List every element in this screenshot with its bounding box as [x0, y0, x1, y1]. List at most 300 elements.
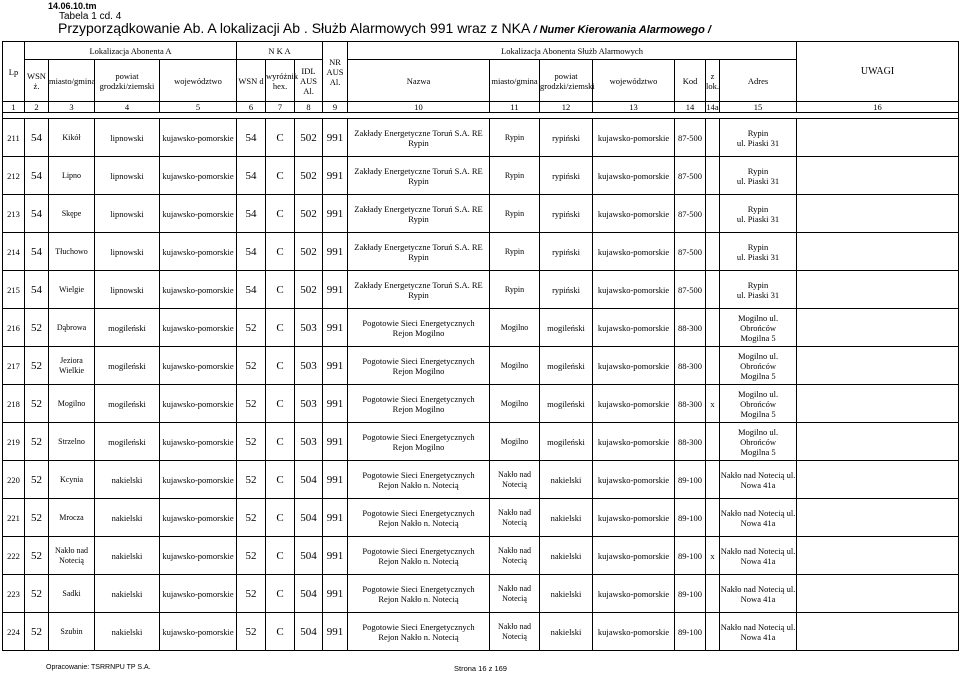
- cell-adres: [720, 385, 797, 423]
- document-date: 14.06.10.tm: [48, 1, 97, 11]
- cell-miasto-sluzb: Nakło nad Notecią: [490, 499, 540, 537]
- col-nazwa: Nazwa: [348, 60, 490, 102]
- col-kod: Kod: [675, 60, 706, 102]
- cell-kod: 88-300: [675, 347, 706, 385]
- cell-wojewodztwo: kujawsko-pomorskie: [160, 537, 237, 575]
- cell-powiat-sluzb: nakielski: [540, 537, 593, 575]
- cell-nazwa-line: Rejon Nakło n. Notecią: [378, 631, 459, 642]
- cell-nr-aus: 991: [323, 157, 348, 195]
- cell-adres-line: Nakło nad Notecią ul.: [720, 545, 796, 556]
- cell-wyroznik: C: [266, 347, 295, 385]
- cell-miasto: Nakło nad Notecią: [49, 537, 95, 575]
- cell-powiat: lipnowski: [95, 195, 160, 233]
- col-wyroznik: wyróżnik hex.: [266, 60, 295, 102]
- cell-wsn-d: 52: [237, 499, 266, 537]
- cell-idl: 502: [295, 195, 323, 233]
- cell-wojewodztwo-sluzb: kujawsko-pomorskie: [593, 271, 675, 309]
- column-number: 11: [490, 102, 540, 113]
- cell-wsn-z: 52: [25, 575, 49, 613]
- col-wsn-d: WSN d: [237, 60, 266, 102]
- cell-kod: 89-100: [675, 613, 706, 651]
- cell-powiat-sluzb: mogileński: [540, 385, 593, 423]
- cell-wojewodztwo-sluzb: kujawsko-pomorskie: [593, 461, 675, 499]
- cell-kod: 89-100: [675, 461, 706, 499]
- cell-idl: 502: [295, 119, 323, 157]
- cell-adres: [720, 309, 797, 347]
- cell-wojewodztwo: kujawsko-pomorskie: [160, 195, 237, 233]
- cell-kod: 87-500: [675, 119, 706, 157]
- cell-nazwa-line: Rejon Mogilno: [392, 403, 445, 414]
- cell-miasto-sluzb: Nakło nad Notecią: [490, 575, 540, 613]
- cell-nazwa: [348, 347, 490, 385]
- cell-adres-line: Mogilna 5: [740, 370, 776, 381]
- cell-wsn-z: 52: [25, 309, 49, 347]
- cell-wsn-d: 52: [237, 385, 266, 423]
- col-miasto-s: miasto/gmina: [490, 60, 540, 102]
- cell-wojewodztwo: kujawsko-pomorskie: [160, 347, 237, 385]
- cell-wojewodztwo-sluzb: kujawsko-pomorskie: [593, 157, 675, 195]
- cell-wojewodztwo: kujawsko-pomorskie: [160, 575, 237, 613]
- cell-nr-aus: 991: [323, 195, 348, 233]
- cell-miasto-sluzb: Rypin: [490, 119, 540, 157]
- cell-zlok: [706, 157, 720, 195]
- cell-adres: [720, 537, 797, 575]
- column-number: 9: [323, 102, 348, 113]
- cell-nazwa-line: Rejon Nakło n. Notecią: [378, 479, 459, 490]
- cell-adres: [720, 613, 797, 651]
- table-row: [3, 499, 959, 537]
- cell-adres-line: Mogilna 5: [740, 408, 776, 419]
- cell-nazwa-line: Rejon Mogilno: [392, 327, 445, 338]
- column-number: 4: [95, 102, 160, 113]
- cell-nazwa-line: Pogotowie Sieci Energetycznych: [362, 469, 475, 480]
- cell-wsn-d: 54: [237, 195, 266, 233]
- cell-adres-line: Mogilna 5: [740, 446, 776, 457]
- cell-wsn-z: 54: [25, 195, 49, 233]
- cell-adres: [720, 347, 797, 385]
- cell-idl: 504: [295, 461, 323, 499]
- column-number: 13: [593, 102, 675, 113]
- cell-wojewodztwo: kujawsko-pomorskie: [160, 385, 237, 423]
- cell-adres: [720, 119, 797, 157]
- cell-nazwa: [348, 499, 490, 537]
- cell-miasto: Tłuchowo: [49, 233, 95, 271]
- cell-lp: 218: [3, 385, 25, 423]
- cell-powiat: nakielski: [95, 499, 160, 537]
- cell-lp: 213: [3, 195, 25, 233]
- table-row: [3, 309, 959, 347]
- cell-wojewodztwo-sluzb: kujawsko-pomorskie: [593, 537, 675, 575]
- cell-nazwa-line: Pogotowie Sieci Energetycznych: [362, 317, 475, 328]
- cell-uwagi: [797, 575, 959, 613]
- cell-nazwa-line: Rypin: [408, 175, 429, 186]
- cell-nazwa: [348, 575, 490, 613]
- table-row: [3, 613, 959, 651]
- col-miasto-a: miasto/gmina: [49, 60, 95, 102]
- cell-wyroznik: C: [266, 423, 295, 461]
- cell-miasto: Strzelno: [49, 423, 95, 461]
- cell-adres-line: Mogilno ul. Obrońców: [737, 426, 779, 447]
- cell-miasto: Sadki: [49, 575, 95, 613]
- cell-wsn-d: 52: [237, 309, 266, 347]
- cell-nazwa-line: Pogotowie Sieci Energetycznych: [362, 621, 475, 632]
- cell-miasto: Jeziora Wielkie: [49, 347, 95, 385]
- cell-adres-line: Nakło nad Notecią ul.: [720, 507, 796, 518]
- cell-uwagi: [797, 347, 959, 385]
- group-abonent-sluzb: Lokalizacja Abonenta Służb Alarmowych: [348, 42, 797, 60]
- page-title: [58, 20, 711, 36]
- cell-wsn-z: 54: [25, 119, 49, 157]
- cell-kod: 87-500: [675, 195, 706, 233]
- cell-powiat-sluzb: nakielski: [540, 499, 593, 537]
- col-wsn-z: WSN ż.: [25, 60, 49, 102]
- cell-nazwa-line: Rejon Nakło n. Notecią: [378, 555, 459, 566]
- col-powiat-s: powiat grodzki/ziemski: [540, 60, 593, 102]
- cell-zlok: x: [706, 537, 720, 575]
- cell-nazwa: [348, 385, 490, 423]
- cell-adres: [720, 195, 797, 233]
- cell-powiat: mogileński: [95, 385, 160, 423]
- cell-idl: 504: [295, 575, 323, 613]
- cell-nazwa: [348, 271, 490, 309]
- cell-lp: 211: [3, 119, 25, 157]
- cell-wsn-z: 54: [25, 271, 49, 309]
- cell-wsn-z: 52: [25, 385, 49, 423]
- cell-idl: 503: [295, 423, 323, 461]
- table-row: [3, 461, 959, 499]
- cell-wsn-z: 52: [25, 613, 49, 651]
- cell-wojewodztwo-sluzb: kujawsko-pomorskie: [593, 499, 675, 537]
- cell-uwagi: [797, 499, 959, 537]
- column-number: 14a: [706, 102, 719, 112]
- cell-powiat-sluzb: rypiński: [540, 195, 593, 233]
- title-main: Przyporządkowanie Ab. A lokalizacji Ab . Służb Alarmowych 991 wraz z NKA: [58, 20, 534, 36]
- cell-uwagi: [797, 233, 959, 271]
- cell-adres-line: Rypin: [747, 279, 769, 290]
- cell-powiat-sluzb: nakielski: [540, 461, 593, 499]
- cell-adres-line: Rypin: [747, 241, 769, 252]
- cell-nazwa-line: Rejon Mogilno: [392, 365, 445, 376]
- column-number: 14: [675, 102, 706, 113]
- column-number: 16: [797, 102, 959, 113]
- cell-zlok: [706, 347, 720, 385]
- col-idl: IDL AUS Al.: [295, 60, 323, 102]
- cell-nr-aus: 991: [323, 613, 348, 651]
- cell-miasto: Kikół: [49, 119, 95, 157]
- cell-wsn-z: 52: [25, 537, 49, 575]
- cell-uwagi: [797, 423, 959, 461]
- col-powiat-a: powiat grodzki/ziemski: [95, 60, 160, 102]
- cell-nazwa: [348, 119, 490, 157]
- cell-nazwa-line: Zakłady Energetyczne Toruń S.A. RE: [354, 203, 483, 214]
- cell-powiat: lipnowski: [95, 119, 160, 157]
- cell-wsn-d: 52: [237, 461, 266, 499]
- column-number: 12: [540, 102, 593, 113]
- cell-uwagi: [797, 309, 959, 347]
- cell-wsn-d: 54: [237, 157, 266, 195]
- cell-wyroznik: C: [266, 271, 295, 309]
- cell-miasto-sluzb: Rypin: [490, 195, 540, 233]
- cell-miasto: Mrocza: [49, 499, 95, 537]
- cell-nazwa: [348, 309, 490, 347]
- column-number: 2: [25, 102, 49, 113]
- cell-adres-line: Nowa 41a: [740, 479, 776, 490]
- cell-nr-aus: 991: [323, 575, 348, 613]
- group-nka: N K A: [237, 42, 323, 60]
- cell-kod: 89-100: [675, 537, 706, 575]
- cell-idl: 504: [295, 537, 323, 575]
- cell-wojewodztwo-sluzb: kujawsko-pomorskie: [593, 309, 675, 347]
- cell-powiat-sluzb: rypiński: [540, 119, 593, 157]
- cell-adres-line: Mogilno ul. Obrońców: [737, 350, 779, 371]
- cell-adres-line: Mogilno ul. Obrońców: [737, 388, 779, 409]
- cell-adres: [720, 271, 797, 309]
- col-nr-aus: NR AUS Al.: [323, 42, 348, 102]
- cell-wyroznik: C: [266, 537, 295, 575]
- cell-powiat-sluzb: mogileński: [540, 309, 593, 347]
- cell-uwagi: [797, 271, 959, 309]
- cell-adres-line: ul. Piaski 31: [736, 289, 780, 300]
- cell-wojewodztwo: kujawsko-pomorskie: [160, 499, 237, 537]
- cell-adres: [720, 575, 797, 613]
- cell-wsn-z: 52: [25, 423, 49, 461]
- cell-nazwa-line: Pogotowie Sieci Energetycznych: [362, 545, 475, 556]
- table-row: [3, 157, 959, 195]
- column-number-row: [3, 102, 959, 113]
- cell-wsn-d: 52: [237, 423, 266, 461]
- cell-miasto: Wielgie: [49, 271, 95, 309]
- cell-wojewodztwo-sluzb: kujawsko-pomorskie: [593, 613, 675, 651]
- table-row: [3, 233, 959, 271]
- cell-powiat: nakielski: [95, 461, 160, 499]
- cell-nr-aus: 991: [323, 385, 348, 423]
- cell-kod: 88-300: [675, 385, 706, 423]
- cell-zlok: x: [706, 385, 720, 423]
- col-lp: Lp: [3, 42, 25, 102]
- cell-nazwa-line: Rejon Mogilno: [392, 441, 445, 452]
- cell-wojewodztwo: kujawsko-pomorskie: [160, 271, 237, 309]
- cell-adres-line: Nakło nad Notecią ul.: [720, 469, 796, 480]
- cell-nazwa-line: Pogotowie Sieci Energetycznych: [362, 393, 475, 404]
- cell-miasto-sluzb: Nakło nad Notecią: [490, 537, 540, 575]
- column-number: 1: [3, 102, 25, 113]
- cell-nazwa: [348, 613, 490, 651]
- cell-nazwa-line: Zakłady Energetyczne Toruń S.A. RE: [354, 279, 483, 290]
- cell-wyroznik: C: [266, 309, 295, 347]
- cell-wojewodztwo: kujawsko-pomorskie: [160, 613, 237, 651]
- cell-powiat-sluzb: mogileński: [540, 347, 593, 385]
- cell-adres-line: Nowa 41a: [740, 555, 776, 566]
- cell-miasto: Skępe: [49, 195, 95, 233]
- cell-idl: 502: [295, 157, 323, 195]
- cell-powiat-sluzb: rypiński: [540, 233, 593, 271]
- cell-zlok: [706, 575, 720, 613]
- cell-idl: 504: [295, 499, 323, 537]
- table-row: [3, 423, 959, 461]
- cell-lp: 223: [3, 575, 25, 613]
- cell-wyroznik: C: [266, 385, 295, 423]
- cell-nazwa-line: Rypin: [408, 251, 429, 262]
- cell-miasto-sluzb: Mogilno: [490, 423, 540, 461]
- cell-nazwa: [348, 423, 490, 461]
- col-zlok: z lok.: [706, 60, 720, 102]
- cell-zlok: [706, 271, 720, 309]
- cell-wsn-d: 52: [237, 575, 266, 613]
- cell-wsn-z: 52: [25, 347, 49, 385]
- cell-nr-aus: 991: [323, 347, 348, 385]
- cell-wsn-z: 54: [25, 157, 49, 195]
- cell-nazwa-line: Pogotowie Sieci Energetycznych: [362, 431, 475, 442]
- table-body: [3, 119, 959, 651]
- cell-lp: 221: [3, 499, 25, 537]
- cell-powiat-sluzb: rypiński: [540, 157, 593, 195]
- table-row: [3, 575, 959, 613]
- cell-wojewodztwo: kujawsko-pomorskie: [160, 461, 237, 499]
- cell-kod: 88-300: [675, 309, 706, 347]
- cell-kod: 88-300: [675, 423, 706, 461]
- cell-idl: 502: [295, 233, 323, 271]
- cell-lp: 219: [3, 423, 25, 461]
- cell-wojewodztwo-sluzb: kujawsko-pomorskie: [593, 347, 675, 385]
- cell-idl: 502: [295, 271, 323, 309]
- column-number: 5: [160, 102, 237, 113]
- cell-wojewodztwo-sluzb: kujawsko-pomorskie: [593, 575, 675, 613]
- cell-adres-line: Rypin: [747, 165, 769, 176]
- col-uwagi: UWAGI: [797, 42, 959, 102]
- col-adres: Adres: [720, 60, 797, 102]
- cell-kod: 87-500: [675, 157, 706, 195]
- cell-powiat-sluzb: nakielski: [540, 575, 593, 613]
- cell-idl: 504: [295, 613, 323, 651]
- cell-uwagi: [797, 385, 959, 423]
- cell-wyroznik: C: [266, 233, 295, 271]
- cell-uwagi: [797, 461, 959, 499]
- cell-nr-aus: 991: [323, 233, 348, 271]
- cell-wyroznik: C: [266, 119, 295, 157]
- cell-wsn-d: 54: [237, 233, 266, 271]
- cell-wojewodztwo: kujawsko-pomorskie: [160, 309, 237, 347]
- cell-wojewodztwo-sluzb: kujawsko-pomorskie: [593, 385, 675, 423]
- cell-powiat: mogileński: [95, 347, 160, 385]
- cell-wsn-z: 52: [25, 461, 49, 499]
- cell-wyroznik: C: [266, 499, 295, 537]
- cell-miasto-sluzb: Rypin: [490, 271, 540, 309]
- cell-wyroznik: C: [266, 461, 295, 499]
- cell-nazwa-line: Pogotowie Sieci Energetycznych: [362, 583, 475, 594]
- cell-wojewodztwo: kujawsko-pomorskie: [160, 423, 237, 461]
- cell-kod: 89-100: [675, 575, 706, 613]
- cell-nazwa: [348, 157, 490, 195]
- cell-nazwa-line: Zakłady Energetyczne Toruń S.A. RE: [354, 241, 483, 252]
- cell-uwagi: [797, 157, 959, 195]
- cell-adres-line: ul. Piaski 31: [736, 137, 780, 148]
- table-row: [3, 347, 959, 385]
- cell-nazwa-line: Pogotowie Sieci Energetycznych: [362, 507, 475, 518]
- cell-powiat: nakielski: [95, 575, 160, 613]
- cell-wsn-z: 52: [25, 499, 49, 537]
- cell-nazwa-line: Rypin: [408, 137, 429, 148]
- cell-zlok: [706, 309, 720, 347]
- cell-idl: 503: [295, 385, 323, 423]
- cell-miasto-sluzb: Nakło nad Notecią: [490, 613, 540, 651]
- cell-nazwa: [348, 461, 490, 499]
- cell-nazwa-line: Rejon Nakło n. Notecią: [378, 517, 459, 528]
- cell-nr-aus: 991: [323, 271, 348, 309]
- cell-wojewodztwo-sluzb: kujawsko-pomorskie: [593, 195, 675, 233]
- cell-wojewodztwo-sluzb: kujawsko-pomorskie: [593, 423, 675, 461]
- cell-wsn-d: 54: [237, 119, 266, 157]
- cell-adres-line: ul. Piaski 31: [736, 175, 780, 186]
- cell-kod: 87-500: [675, 271, 706, 309]
- cell-zlok: [706, 423, 720, 461]
- cell-wsn-d: 52: [237, 537, 266, 575]
- cell-adres: [720, 157, 797, 195]
- cell-nr-aus: 991: [323, 423, 348, 461]
- cell-miasto: Lipno: [49, 157, 95, 195]
- table-row: [3, 195, 959, 233]
- cell-adres-line: Rypin: [747, 127, 769, 138]
- cell-miasto-sluzb: Mogilno: [490, 347, 540, 385]
- cell-nazwa: [348, 195, 490, 233]
- column-number: 7: [266, 102, 295, 113]
- cell-adres-line: Mogilna 5: [740, 332, 776, 343]
- cell-nr-aus: 991: [323, 461, 348, 499]
- cell-nazwa-line: Rypin: [408, 213, 429, 224]
- column-number: 3: [49, 102, 95, 113]
- table-row: [3, 385, 959, 423]
- title-sub: / Numer Kierowania Alarmowego /: [533, 24, 711, 36]
- cell-lp: 220: [3, 461, 25, 499]
- cell-lp: 215: [3, 271, 25, 309]
- cell-nazwa-line: Rejon Nakło n. Notecią: [378, 593, 459, 604]
- cell-adres-line: Nakło nad Notecią ul.: [720, 583, 796, 594]
- cell-wojewodztwo: kujawsko-pomorskie: [160, 157, 237, 195]
- cell-uwagi: [797, 613, 959, 651]
- cell-uwagi: [797, 119, 959, 157]
- cell-powiat: nakielski: [95, 537, 160, 575]
- cell-wyroznik: C: [266, 575, 295, 613]
- cell-adres-line: Nowa 41a: [740, 631, 776, 642]
- cell-wojewodztwo: kujawsko-pomorskie: [160, 119, 237, 157]
- cell-powiat-sluzb: nakielski: [540, 613, 593, 651]
- cell-powiat: lipnowski: [95, 271, 160, 309]
- cell-lp: 217: [3, 347, 25, 385]
- cell-zlok: [706, 233, 720, 271]
- cell-miasto-sluzb: Rypin: [490, 157, 540, 195]
- cell-wojewodztwo-sluzb: kujawsko-pomorskie: [593, 119, 675, 157]
- cell-nazwa: [348, 233, 490, 271]
- cell-nazwa-line: Zakłady Energetyczne Toruń S.A. RE: [354, 127, 483, 138]
- cell-wyroznik: C: [266, 613, 295, 651]
- cell-wsn-z: 54: [25, 233, 49, 271]
- cell-nazwa: [348, 537, 490, 575]
- cell-nr-aus: 991: [323, 119, 348, 157]
- cell-zlok: [706, 461, 720, 499]
- cell-wojewodztwo: kujawsko-pomorskie: [160, 233, 237, 271]
- cell-powiat: lipnowski: [95, 233, 160, 271]
- column-number: 8: [295, 102, 323, 113]
- cell-lp: 212: [3, 157, 25, 195]
- cell-nazwa-line: Rypin: [408, 289, 429, 300]
- col-woj-a: województwo: [160, 60, 237, 102]
- cell-uwagi: [797, 537, 959, 575]
- cell-zlok: [706, 195, 720, 233]
- cell-adres-line: ul. Piaski 31: [736, 213, 780, 224]
- cell-adres-line: Nowa 41a: [740, 517, 776, 528]
- cell-miasto: Kcynia: [49, 461, 95, 499]
- cell-kod: 87-500: [675, 233, 706, 271]
- assignment-table: [2, 41, 959, 651]
